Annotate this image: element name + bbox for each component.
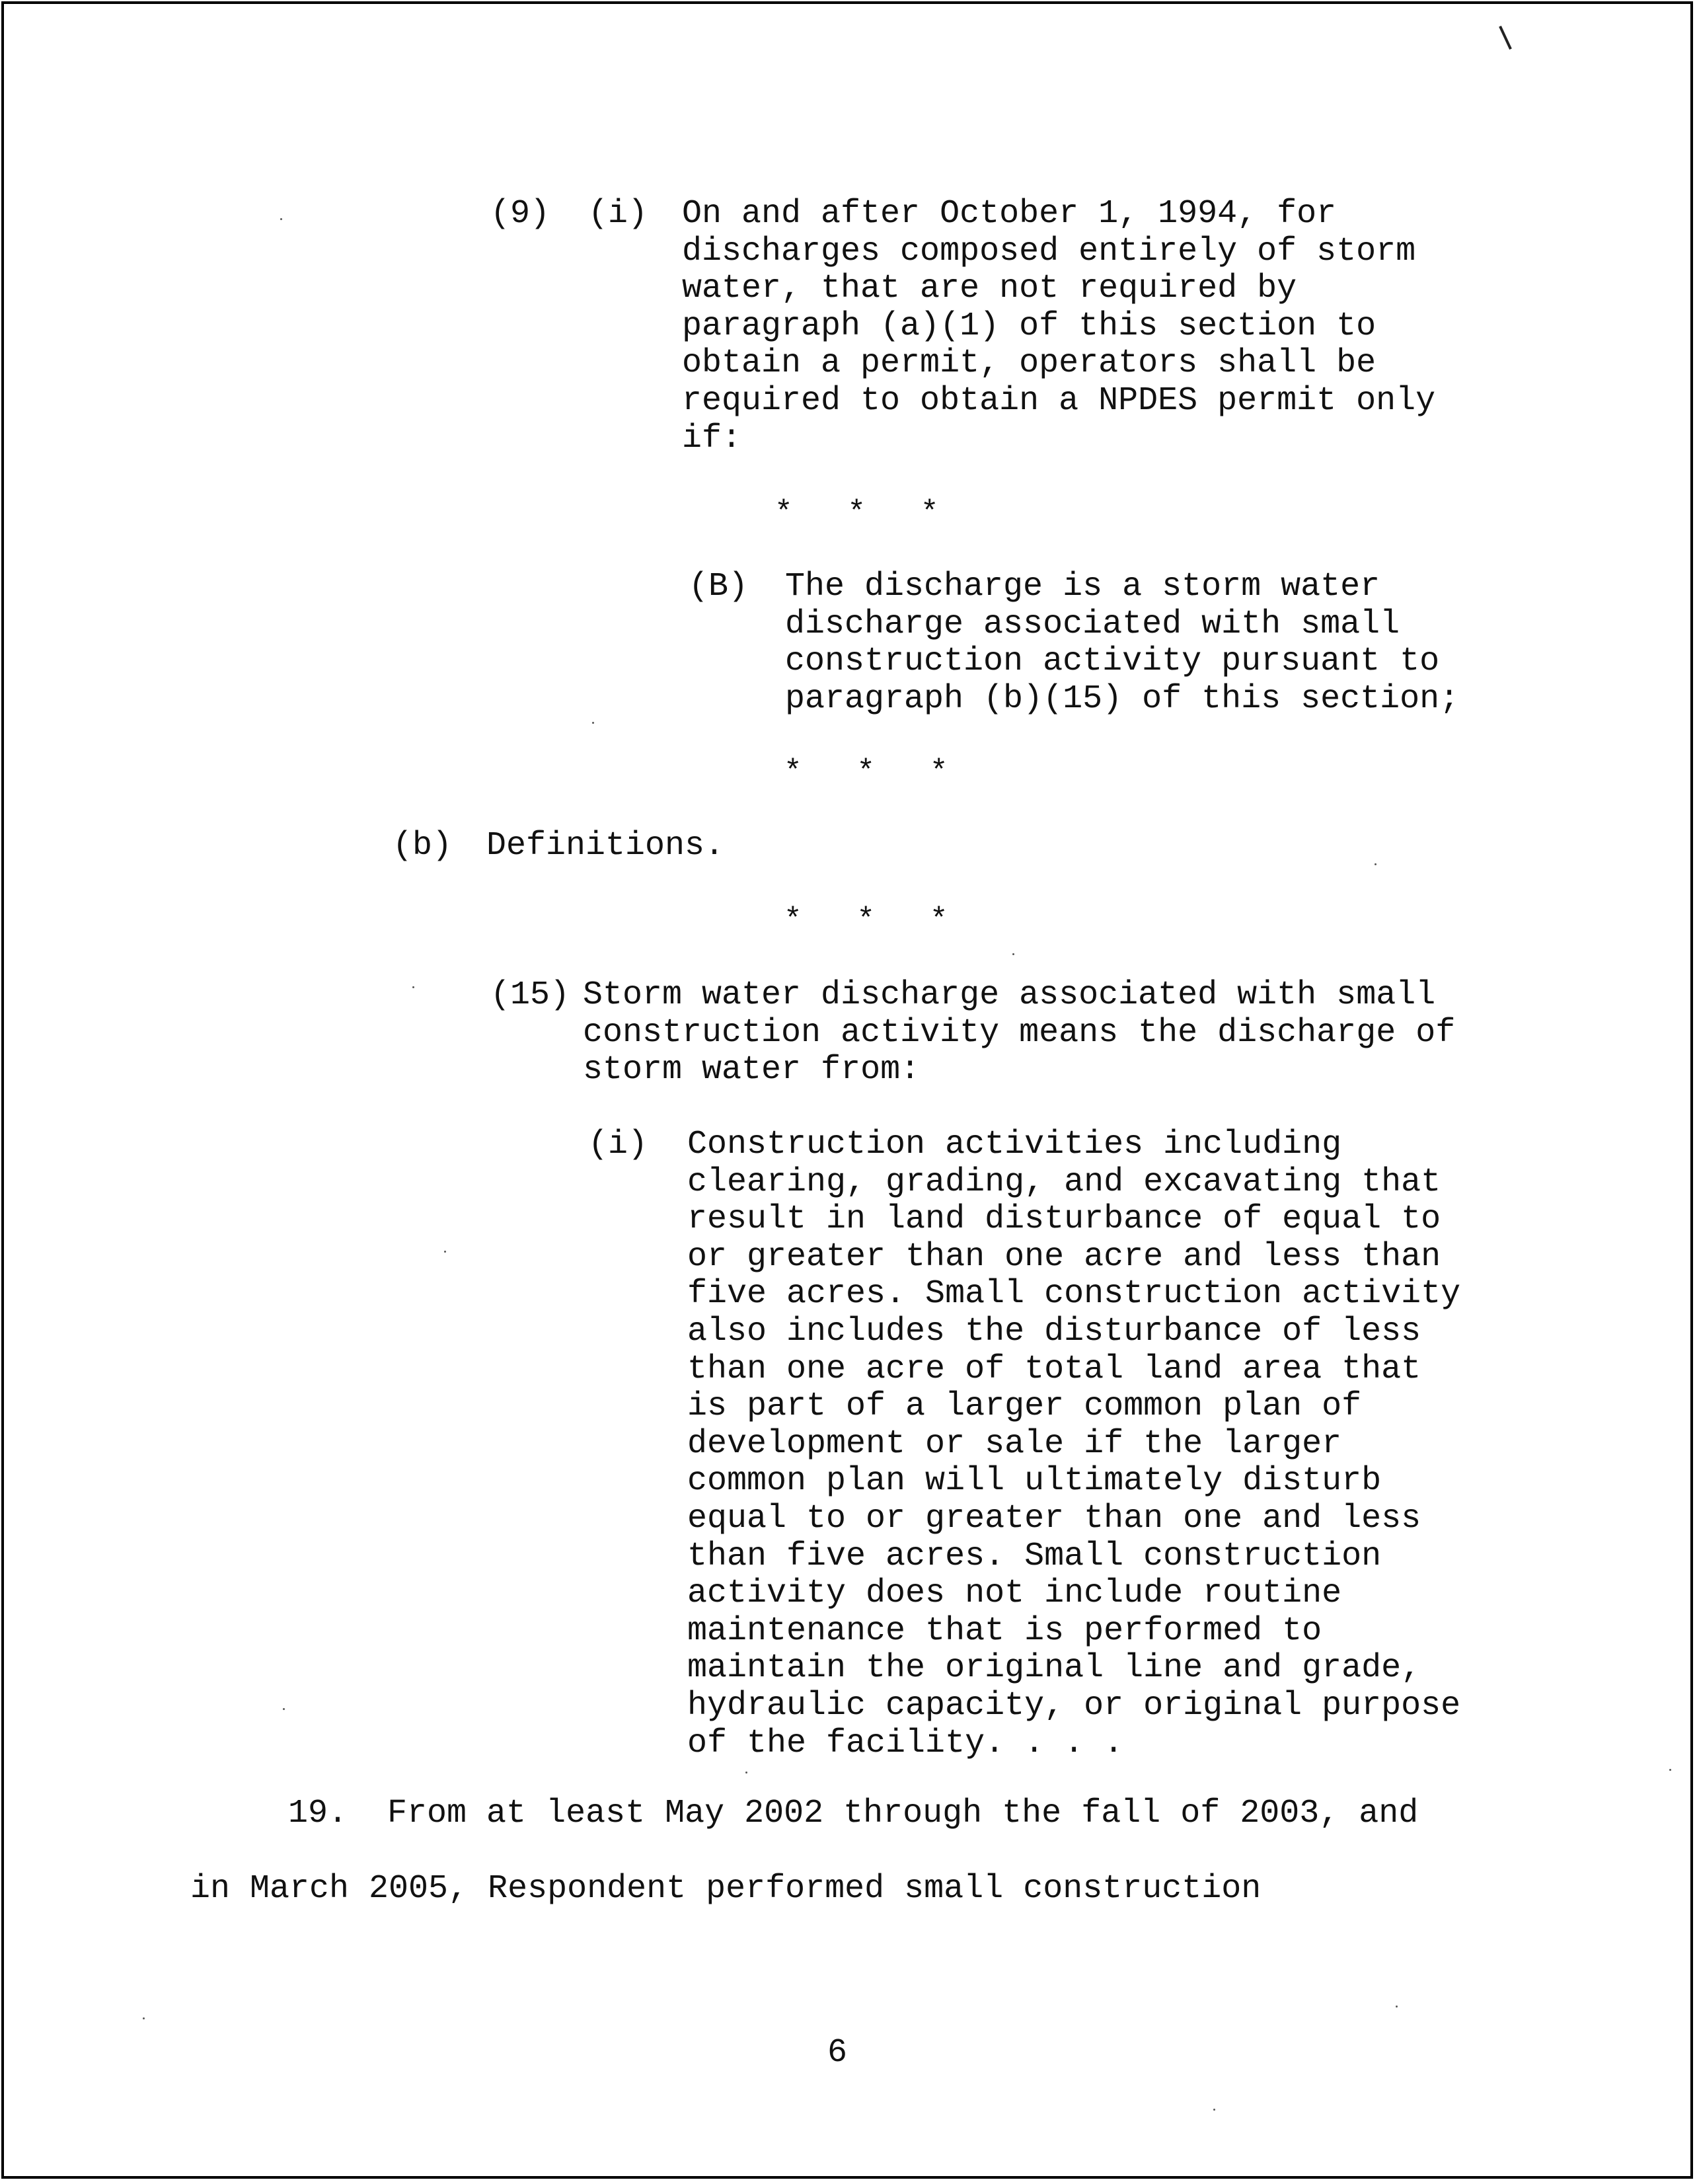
ellipsis-stars: * * * bbox=[784, 903, 948, 937]
para-b-line: discharge associated with small bbox=[785, 605, 1400, 643]
para-19-line-2: in March 2005, Respondent performed small construction bbox=[190, 1870, 1262, 1908]
para-15-i-line: equal to or greater than one and less bbox=[687, 1499, 1421, 1538]
para-9-line: if: bbox=[682, 419, 742, 457]
para-15-i-line: maintain the original line and grade, bbox=[687, 1649, 1421, 1688]
para-9-line: discharges composed entirely of storm bbox=[682, 232, 1416, 270]
para-9-sub-label: (i) bbox=[588, 195, 648, 233]
para-15-i-line: Construction activities including bbox=[687, 1126, 1342, 1163]
para-15-i-line: result in land disturbance of equal to bbox=[687, 1200, 1441, 1239]
para-b-line: paragraph (b)(15) of this section; bbox=[785, 680, 1460, 718]
para-15-line: construction activity means the discharge of bbox=[583, 1013, 1456, 1052]
para-9-line: paragraph (a)(1) of this section to bbox=[682, 307, 1376, 345]
scan-speck bbox=[1396, 2006, 1398, 2008]
para-15-i-line: is part of a larger common plan of bbox=[687, 1387, 1362, 1426]
para-9-line: On and after October 1, 1994, for bbox=[682, 195, 1337, 233]
para-9-line: obtain a permit, operators shall be bbox=[682, 344, 1376, 383]
para-15-i-line: hydraulic capacity, or original purpose bbox=[687, 1686, 1461, 1725]
para-15-i-label: (i) bbox=[588, 1126, 648, 1163]
para-b-line: The discharge is a storm water bbox=[785, 568, 1380, 605]
scan-speck bbox=[592, 722, 594, 724]
para-15-i-line: development or sale if the larger bbox=[687, 1424, 1342, 1463]
para-15-i-line: activity does not include routine bbox=[687, 1575, 1342, 1613]
ellipsis-stars: * * * bbox=[774, 496, 939, 530]
para-15-line: Storm water discharge associated with small bbox=[583, 976, 1436, 1014]
page-number: 6 bbox=[827, 2034, 848, 2072]
scan-speck bbox=[412, 986, 414, 988]
scan-speck bbox=[280, 218, 282, 220]
para-b-text bbox=[785, 568, 1459, 718]
para-15-i-line: or greater than one acre and less than bbox=[687, 1237, 1441, 1276]
para-9-line: water, that are not required by bbox=[682, 270, 1297, 308]
para-15-i-line: than one acre of total land area that bbox=[687, 1350, 1421, 1388]
scan-speck bbox=[1213, 2109, 1215, 2111]
para-9-line: required to obtain a NPDES permit only bbox=[682, 381, 1436, 420]
scan-speck bbox=[143, 2017, 145, 2019]
para-b-label: (B) bbox=[689, 568, 749, 605]
para-15-i-line: also includes the disturbance of less bbox=[687, 1312, 1421, 1350]
para-15-i-line: common plan will ultimately disturb bbox=[687, 1462, 1382, 1501]
scan-speck bbox=[745, 1772, 747, 1774]
para-15-label: (15) bbox=[490, 976, 570, 1014]
scan-speck bbox=[1669, 1769, 1671, 1771]
para-15-i-line: of the facility. . . . bbox=[687, 1724, 1124, 1762]
para-b-line: construction activity pursuant to bbox=[785, 643, 1440, 681]
para-15-i-text bbox=[687, 1126, 1460, 1762]
para-15-text bbox=[583, 977, 1455, 1089]
para-9-text bbox=[682, 196, 1435, 457]
scan-speck bbox=[283, 1708, 285, 1710]
section-b-label: (b) bbox=[393, 827, 453, 865]
scan-speck bbox=[444, 1251, 446, 1253]
para-15-line: storm water from: bbox=[583, 1051, 921, 1089]
para-15-i-line: clearing, grading, and excavating that bbox=[687, 1163, 1441, 1201]
scan-speck bbox=[1375, 863, 1376, 865]
para-9-number: (9) bbox=[490, 195, 550, 233]
ellipsis-stars: * * * bbox=[784, 755, 948, 789]
para-15-i-line: maintenance that is performed to bbox=[687, 1612, 1322, 1650]
para-15-i-line: five acres. Small construction activity bbox=[687, 1275, 1461, 1313]
section-b-title: Definitions. bbox=[486, 827, 725, 865]
scan-speck bbox=[1012, 953, 1014, 955]
para-15-i-line: than five acres. Small construction bbox=[687, 1537, 1382, 1575]
para-19-line-1: 19. From at least May 2002 through the fall of 2003, and bbox=[288, 1795, 1419, 1832]
